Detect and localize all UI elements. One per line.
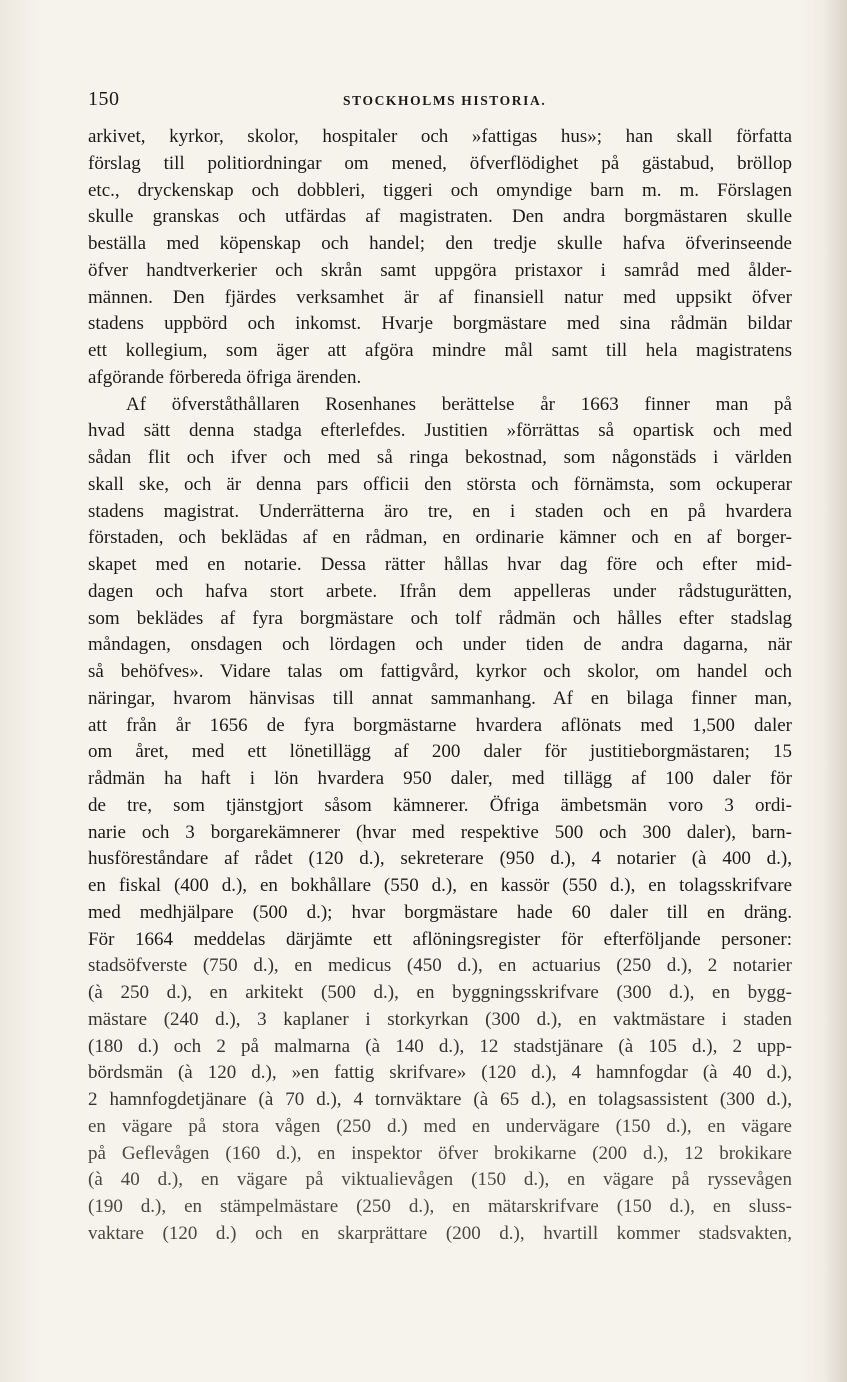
text-line: förstaden, och beklädas af en rådman, en ordinarie kämner och en af borger- bbox=[88, 527, 792, 549]
text-line: öfver handtverkerier och skrån samt uppgöra pristaxor i samråd med ålder- bbox=[88, 259, 792, 281]
text-line: rådmän ha haft i lön hvardera 950 daler, med tillägg af 100 daler för bbox=[88, 768, 792, 789]
text-line: om året, med ett lönetillägg af 200 daler för justitieborgmästaren; 15 bbox=[88, 741, 792, 763]
text-line: beställa med köpenskap och handel; den tredje skulle hafva öfverinseende bbox=[88, 233, 792, 254]
text-line: skall ske, och är denna pars officii den största och förnämsta, som ockuperar bbox=[88, 473, 792, 495]
text-line: stadsöfverste (750 d.), en medicus (450 d.), en actuarius (250 d.), 2 notarier bbox=[88, 955, 792, 977]
text-line: måndagen, onsdagen och lördagen och under tiden de andra dagarna, när bbox=[88, 634, 792, 656]
paragraph-start-line: Af öfverståthållaren Rosenhanes berättelse år 1663 finner man på bbox=[126, 393, 792, 415]
text-line: skapet med en notarie. Dessa rätter hållas hvar dag före och efter mid- bbox=[88, 554, 792, 575]
text-line: en vägare på stora vågen (250 d.) med en undervägare (150 d.), en vägare bbox=[88, 1115, 792, 1137]
text-line: arkivet, kyrkor, skolor, hospitaler och »fattigas hus»; han skall författa bbox=[88, 126, 792, 147]
text-line: hvad sätt denna stadga efterlefdes. Justitien »förrättas så opartisk och med bbox=[88, 420, 792, 442]
text-line: (à 250 d.), en arkitekt (500 d.), en byggningsskrifvare (300 d.), en bygg- bbox=[88, 982, 792, 1003]
text-line: förslag till politiordningar om mened, öfverflödighet på gästabud, bröllop bbox=[88, 152, 792, 174]
text-line: ett kollegium, som äger att afgöra mindre mål samt till hela magistratens bbox=[88, 340, 792, 361]
text-line: mästare (240 d.), 3 kaplaner i storkyrkan (300 d.), en vaktmästare i staden bbox=[88, 1008, 792, 1030]
text-line: näringar, hvarom hänvisas till annat sammanhang. Af en bilaga finner man, bbox=[88, 687, 792, 709]
page-edge-shadow bbox=[825, 0, 847, 1382]
text-line: att från år 1656 de fyra borgmästarne hvardera aflönats med 1,500 daler bbox=[88, 714, 792, 736]
text-line: (à 40 d.), en vägare på viktualievågen (150 d.), en vägare på ryssevågen bbox=[88, 1169, 792, 1191]
text-line: så behöfves». Vidare talas om fattigvård, kyrkor och skolor, om handel och bbox=[88, 661, 792, 682]
text-line: bördsmän (à 120 d.), »en fattig skrifvare» (120 d.), 4 hamnfogdar (à 40 d.), bbox=[88, 1062, 792, 1084]
text-line: sådan flit och ifver och med så ringa bekostnad, som någonstäds i världen bbox=[88, 447, 792, 468]
page-number: 150 bbox=[88, 88, 120, 110]
text-line: en fiskal (400 d.), en bokhållare (550 d.), en kassör (550 d.), en tolagsskrifvare bbox=[88, 875, 792, 896]
text-line: dagen och hafva stort arbete. Ifrån dem appelleras under rådstugurätten, bbox=[88, 580, 792, 602]
text-line: husföreståndare af rådet (120 d.), sekreterare (950 d.), 4 notarier (à 400 d.), bbox=[88, 848, 792, 870]
text-line: som beklädes af fyra borgmästare och tolf rådmän och hålles efter stadslag bbox=[88, 607, 792, 629]
body-text bbox=[88, 124, 792, 1248]
text-line: (180 d.) och 2 på malmarna (à 140 d.), 12 stadstjänare (à 105 d.), 2 upp- bbox=[88, 1035, 792, 1057]
text-line: de tre, som tjänstgjort såsom kämnerer. Öfriga ämbetsmän voro 3 ordi- bbox=[88, 794, 792, 816]
text-line: männen. Den fjärdes verksamhet är af finansiell natur med uppsikt öfver bbox=[88, 286, 792, 308]
text-line: narie och 3 borgarekämnerer (hvar med respektive 500 och 300 daler), barn- bbox=[88, 821, 792, 843]
text-line: (190 d.), en stämpelmästare (250 d.), en mätarskrifvare (150 d.), en sluss- bbox=[88, 1196, 792, 1217]
text-line: skulle granskas och utfärdas af magistraten. Den andra borgmästaren skulle bbox=[88, 206, 792, 228]
running-title: STOCKHOLMS HISTORIA. bbox=[343, 93, 547, 108]
text-line: etc., dryckenskap och dobbleri, tiggeri och omyndige barn m. m. Förslagen bbox=[88, 179, 792, 201]
text-line: med medhjälpare (500 d.); hvar borgmästare hade 60 daler till en dräng. bbox=[88, 901, 792, 923]
text-line: på Geflevågen (160 d.), en inspektor öfver brokikarne (200 d.), 12 brokikare bbox=[88, 1142, 792, 1164]
text-line: stadens magistrat. Underrätterna äro tre, en i staden och en på hvardera bbox=[88, 500, 792, 522]
page-header bbox=[88, 88, 793, 112]
text-line: För 1664 meddelas därjämte ett aflöningsregister för efterföljande personer: bbox=[88, 928, 792, 950]
text-line: 2 hamnfogdetjänare (à 70 d.), 4 tornväktare (à 65 d.), en tolagsassistent (300 d.), bbox=[88, 1089, 792, 1110]
text-line: vaktare (120 d.) och en skarprättare (200 d.), hvartill kommer stadsvakten, bbox=[88, 1222, 792, 1244]
text-line: afgörande förbereda öfriga ärenden. bbox=[88, 366, 362, 388]
text-line: stadens uppbörd och inkomst. Hvarje borgmästare med sina rådmän bildar bbox=[88, 313, 792, 335]
